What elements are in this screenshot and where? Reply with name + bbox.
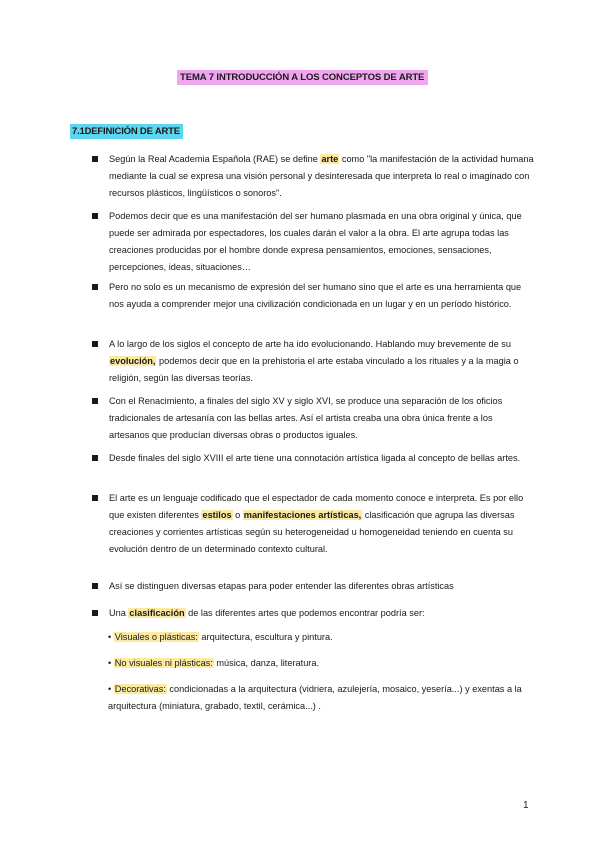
- square-bullet-icon: [92, 398, 98, 404]
- square-bullet-icon: [92, 213, 98, 219]
- list-item-text: Con el Renacimiento, a finales del siglo XV y siglo XVI, se produce una separación de los oficios tradicionales de artesanía con las bellas artes. Así el artista creaba una obra única frente a los artesanos que producían diversas obras o productos iguales.: [109, 396, 503, 440]
- highlighted-term: Decorativas:: [114, 684, 166, 694]
- list-item-text: Según la Real Academia Española (RAE) se define arte como "la manifestación de la actividad humana mediante la cual se expresa una visión personal y desinteresada que interpreta lo real o imaginado con recursos plásticos, lingüísticos o sonoros".: [109, 154, 534, 198]
- section-heading: 7.1DEFINICIÓN DE ARTE: [70, 124, 183, 139]
- list-item-text: Una clasificación de las diferentes artes que podemos encontrar podría ser:: [109, 608, 425, 618]
- square-bullet-icon: [92, 583, 98, 589]
- highlighted-term: estilos: [202, 510, 232, 520]
- square-bullet-icon: [92, 156, 98, 162]
- page-title: TEMA 7 INTRODUCCIÓN A LOS CONCEPTOS DE ARTE: [177, 70, 428, 85]
- highlighted-term: arte: [321, 154, 339, 164]
- square-bullet-icon: [92, 610, 98, 616]
- square-bullet-icon: [92, 455, 98, 461]
- list-item-text: Pero no solo es un mecanismo de expresión del ser humano sino que el arte es una herramienta que nos ayuda a comprender mejor una civilización condicionada en un lugar y en un período histórico.: [109, 282, 522, 309]
- list-item-text: Así se distinguen diversas etapas para poder entender las diferentes obras artísticas: [109, 581, 454, 591]
- square-bullet-icon: [92, 284, 98, 290]
- list-item-text: A lo largo de los siglos el concepto de arte ha ido evolucionando. Hablando muy brevemente de su evolución, podemos decir que en la prehistoria el arte estaba vinculado a los rituales y a la magia o religión, según las diversas teorías.: [109, 339, 519, 383]
- highlighted-term: Visuales o plásticas:: [114, 632, 198, 642]
- square-bullet-icon: [92, 341, 98, 347]
- highlighted-term: clasificación: [129, 608, 185, 618]
- sub-list-item: • Visuales o plásticas: arquitectura, escultura y pintura.: [108, 632, 333, 642]
- highlighted-term: evolución,: [110, 356, 156, 366]
- page-number: 1: [523, 800, 529, 811]
- list-item-text: El arte es un lenguaje codificado que el espectador de cada momento conoce e interpreta. Es por ello que existen diferentes estilos o manifestaciones artísticas, clasificación que agrupa las diversas creaciones y corrientes artísticas según su heterogeneidad u homogeneidad teniendo en cuenta su evolución dentro de un determinado contexto cultural.: [109, 493, 524, 554]
- square-bullet-icon: [92, 495, 98, 501]
- sub-list-item: • No visuales ni plásticas: música, danza, literatura.: [108, 658, 320, 668]
- highlighted-term: No visuales ni plásticas:: [114, 658, 213, 668]
- list-item-text: Podemos decir que es una manifestación del ser humano plasmada en una obra original y única, que puede ser admirada por espectadores, los cuales darán el valor a la obra. El arte agrupa todas las creaciones producidas por el hombre donde expresa pensamientos, emociones, sensaciones, percepciones, ideas, situaciones…: [109, 211, 522, 272]
- highlighted-term: manifestaciones artísticas,: [243, 510, 362, 520]
- list-item-text: Desde finales del siglo XVIII el arte tiene una connotación artística ligada al concepto de bellas artes.: [109, 453, 521, 463]
- sub-list-item: • Decorativas: condicionadas a la arquitectura (vidriera, azulejería, mosaico, yesería...) y exentas a la arquitectura (miniatura, grabado, textil, cerámica...) .: [108, 684, 522, 711]
